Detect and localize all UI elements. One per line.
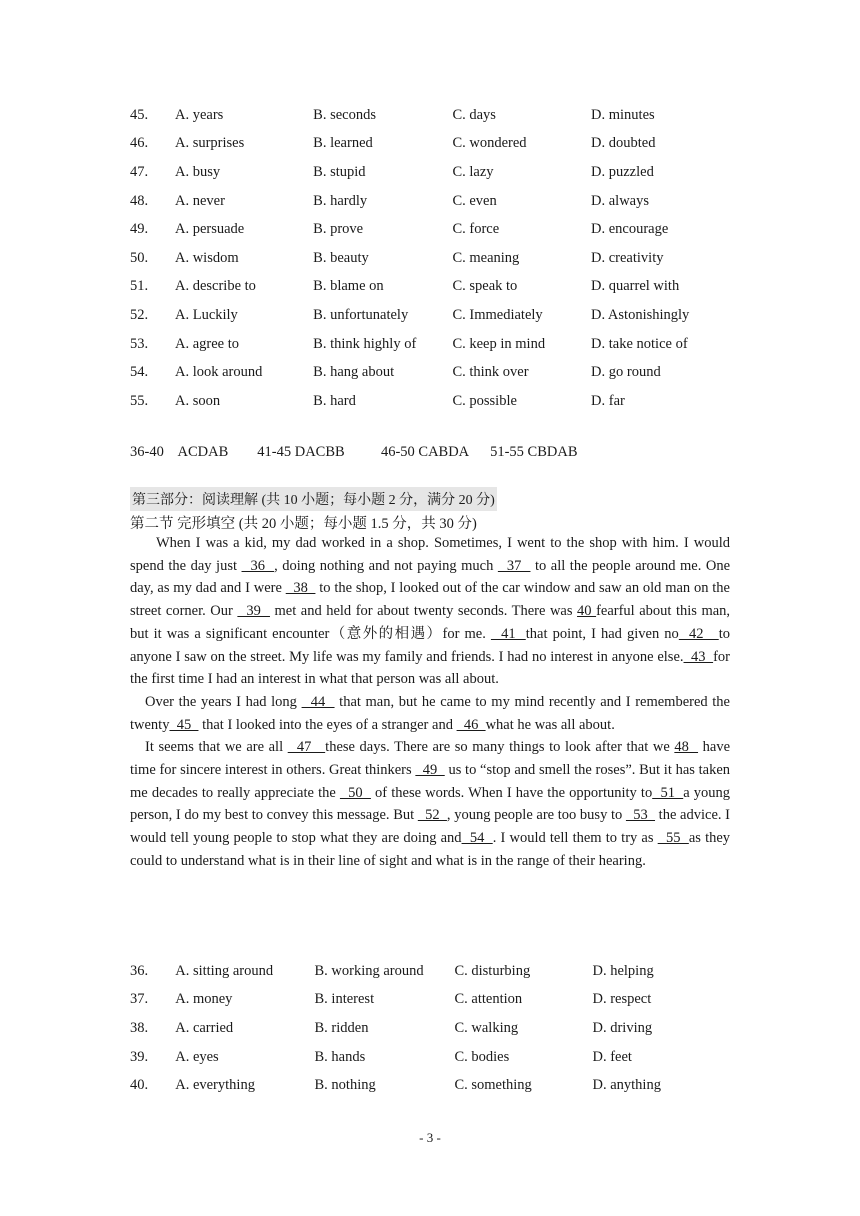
option-b: B. nothing bbox=[314, 1077, 376, 1094]
passage-text: us to “stop and smell the roses”. But it has taken me decades to really appreciate the bbox=[130, 762, 731, 801]
question-number: 51. bbox=[130, 278, 149, 295]
option-b: B. ridden bbox=[314, 1019, 369, 1036]
passage-text: have time for sincere interest in others. Great thinkers bbox=[130, 739, 731, 779]
blank: 44 bbox=[301, 693, 335, 710]
passage-text: to all the people around me. One day, as my dad and I were bbox=[130, 557, 731, 597]
question-number: 37. bbox=[130, 991, 149, 1008]
option-c: C. meaning bbox=[452, 249, 520, 266]
option-b: B. beauty bbox=[313, 249, 369, 266]
option-b: B. stupid bbox=[313, 163, 366, 180]
question-row bbox=[130, 301, 730, 330]
option-b: B. unfortunately bbox=[313, 306, 409, 323]
passage-text: for the first time I had an interest in what that person was all about. bbox=[130, 648, 730, 688]
passage-text: to anyone I saw on the street. My life was my family and friends. I had no interest in anyone else. bbox=[130, 625, 731, 665]
blank: 43 bbox=[683, 648, 714, 665]
passage-text: of these words. When I have the opportunity to bbox=[370, 784, 653, 801]
passage-text: these days. There are so many things to look after that we bbox=[325, 739, 675, 756]
blank: 47 bbox=[287, 739, 326, 756]
option-c: C. attention bbox=[454, 991, 523, 1008]
blank: 49 bbox=[415, 762, 445, 779]
question-number: 46. bbox=[130, 135, 149, 152]
passage-text: , young people are too busy to bbox=[446, 807, 626, 824]
option-b: B. blame on bbox=[313, 278, 384, 295]
question-number: 48. bbox=[130, 192, 149, 209]
option-b: B. learned bbox=[313, 135, 373, 152]
option-b: B. hardly bbox=[313, 192, 368, 209]
option-a: A. money bbox=[175, 991, 233, 1008]
blank: 39 bbox=[237, 603, 270, 620]
option-b: B. working around bbox=[314, 962, 424, 979]
option-b: B. hang about bbox=[313, 364, 395, 381]
option-a: A. years bbox=[174, 106, 224, 123]
passage-paragraph-1 bbox=[130, 532, 730, 691]
question-number: 49. bbox=[130, 221, 149, 238]
passage-text: It seems that we are all bbox=[145, 739, 288, 756]
question-row bbox=[130, 986, 730, 1015]
options-table-36-40 bbox=[130, 957, 730, 1100]
question-row bbox=[130, 1014, 730, 1043]
option-b: B. seconds bbox=[313, 106, 377, 123]
blank: 36 bbox=[241, 557, 275, 574]
question-row bbox=[130, 187, 730, 216]
section-heading: 第三部分：阅读理解 (共 10 小题；每小题 2 分，满分 20 分) bbox=[130, 487, 497, 511]
option-a: A. persuade bbox=[174, 221, 245, 238]
option-a: A. eyes bbox=[175, 1048, 219, 1065]
option-c: C. keep in mind bbox=[452, 335, 546, 352]
passage-text: that I looked into the eyes of a stranger and bbox=[198, 716, 457, 733]
option-d: D. driving bbox=[592, 1019, 653, 1036]
option-c: C. speak to bbox=[452, 278, 518, 295]
blank: 42 bbox=[678, 625, 719, 642]
passage-text: the advice. I would tell young people to stop what they are doing and bbox=[130, 807, 730, 847]
question-number: 38. bbox=[130, 1019, 149, 1036]
blank: 53 bbox=[625, 807, 656, 824]
passage-text: what he was all about. bbox=[485, 716, 615, 733]
passage-text: fearful about this man, but it was a significant encounter（意外的相遇）for me. bbox=[130, 603, 731, 642]
passage-text: met and held for about twenty seconds. There was bbox=[269, 603, 578, 620]
option-c: C. Immediately bbox=[452, 306, 543, 323]
option-c: C. wondered bbox=[452, 135, 527, 152]
page-number: - 3 - bbox=[419, 1130, 441, 1145]
blank: 54 bbox=[461, 830, 493, 847]
question-row bbox=[130, 1071, 730, 1100]
option-c: C. walking bbox=[454, 1019, 519, 1036]
question-number: 50. bbox=[130, 249, 149, 266]
question-row bbox=[130, 358, 730, 387]
question-number: 39. bbox=[130, 1048, 149, 1065]
passage-text: that man, but he came to my mind recently and I remembered the twenty bbox=[130, 693, 730, 733]
blank: 41 bbox=[490, 625, 526, 642]
option-c: C. force bbox=[452, 221, 500, 238]
option-c: C. think over bbox=[452, 364, 529, 381]
passage-text: that point, I had given no bbox=[525, 625, 679, 642]
question-row bbox=[130, 1043, 730, 1072]
blank: 51 bbox=[652, 784, 684, 801]
question-number: 55. bbox=[130, 392, 149, 409]
question-row bbox=[130, 957, 730, 986]
option-c: C. lazy bbox=[452, 163, 494, 180]
option-c: C. bodies bbox=[454, 1048, 510, 1065]
blank: 38 bbox=[285, 580, 316, 597]
passage-text: Over the years I had long bbox=[145, 693, 302, 710]
option-d: D. Astonishingly bbox=[591, 306, 690, 323]
question-row bbox=[130, 387, 730, 416]
answer-key: 36-40 ACDAB 41-45 DACBB 46-50 CABDA 51-55 CBDAB bbox=[130, 444, 578, 460]
question-row bbox=[130, 273, 730, 302]
option-a: A. everything bbox=[175, 1077, 255, 1094]
blank: 55 bbox=[657, 830, 689, 847]
blank: 37 bbox=[497, 557, 531, 574]
option-d: D. creativity bbox=[591, 249, 664, 266]
passage-text: as they could to understand what is in their line of sight and what is in the range of their hearing. bbox=[130, 830, 731, 869]
option-d: D. puzzled bbox=[591, 163, 654, 180]
option-c: C. days bbox=[452, 106, 496, 123]
option-a: A. agree to bbox=[174, 335, 239, 352]
option-b: B. prove bbox=[313, 221, 364, 238]
question-row bbox=[130, 130, 730, 159]
option-d: D. feet bbox=[592, 1048, 632, 1065]
option-a: A. never bbox=[174, 192, 225, 209]
option-a: A. look around bbox=[174, 364, 263, 381]
question-row bbox=[130, 101, 730, 130]
option-a: A. sitting around bbox=[175, 962, 274, 979]
question-number: 53. bbox=[130, 335, 149, 352]
blank: 46 bbox=[456, 716, 486, 733]
question-number: 45. bbox=[130, 106, 149, 123]
question-number: 52. bbox=[130, 306, 149, 323]
option-a: A. carried bbox=[175, 1019, 234, 1036]
option-d: D. go round bbox=[591, 364, 661, 381]
option-b: B. hands bbox=[314, 1048, 366, 1065]
passage-text: a young person, I do my best to convey this message. But bbox=[130, 784, 731, 824]
option-d: D. minutes bbox=[591, 106, 655, 123]
option-d: D. always bbox=[591, 192, 650, 209]
passage-text: . I would tell them to try as bbox=[492, 830, 658, 847]
passage-text: to the shop, I looked out of the car window and saw an old man on the street corner. Our bbox=[130, 580, 730, 620]
option-a: A. describe to bbox=[174, 278, 256, 295]
option-a: A. soon bbox=[174, 392, 221, 409]
option-d: D. encourage bbox=[591, 221, 669, 238]
option-d: D. respect bbox=[592, 991, 652, 1008]
question-number: 40. bbox=[130, 1077, 149, 1094]
option-b: B. think highly of bbox=[313, 335, 417, 352]
passage-paragraph-2 bbox=[130, 691, 730, 736]
option-b: B. hard bbox=[313, 392, 356, 409]
option-b: B. interest bbox=[314, 991, 375, 1008]
option-a: A. busy bbox=[174, 163, 221, 180]
option-c: C. even bbox=[452, 192, 497, 209]
blank: 45 bbox=[169, 716, 199, 733]
question-number: 36. bbox=[130, 962, 149, 979]
option-a: A. wisdom bbox=[174, 249, 239, 266]
question-row bbox=[130, 244, 730, 273]
blank: 52 bbox=[417, 807, 447, 824]
option-a: A. surprises bbox=[174, 135, 245, 152]
question-row bbox=[130, 215, 730, 244]
blank: 50 bbox=[339, 784, 371, 801]
question-row bbox=[130, 158, 730, 187]
option-c: C. something bbox=[454, 1077, 532, 1094]
option-d: D. doubted bbox=[591, 135, 656, 152]
option-a: A. Luckily bbox=[174, 306, 238, 323]
blank: 40 bbox=[577, 603, 597, 620]
option-c: C. disturbing bbox=[454, 962, 531, 979]
question-number: 54. bbox=[130, 364, 149, 381]
section-subheading: 第二节 完形填空 (共 20 小题；每小题 1.5 分，共 30 分) bbox=[130, 516, 477, 532]
passage-text: When I was a kid, my dad worked in a shop. Sometimes, I went to the shop with him. I would spend the day just bbox=[130, 535, 730, 574]
option-d: D. take notice of bbox=[591, 335, 688, 352]
option-d: D. helping bbox=[592, 962, 654, 979]
option-d: D. anything bbox=[592, 1077, 661, 1094]
blank: 48 bbox=[674, 739, 699, 756]
option-d: D. far bbox=[591, 392, 625, 409]
option-c: C. possible bbox=[452, 392, 517, 409]
cloze-passage bbox=[130, 532, 730, 873]
passage-text: , doing nothing and not paying much bbox=[274, 557, 498, 574]
option-d: D. quarrel with bbox=[591, 278, 680, 295]
question-row bbox=[130, 330, 730, 359]
question-number: 47. bbox=[130, 163, 149, 180]
options-table-45-55 bbox=[130, 101, 730, 416]
passage-paragraph-3 bbox=[130, 736, 730, 872]
